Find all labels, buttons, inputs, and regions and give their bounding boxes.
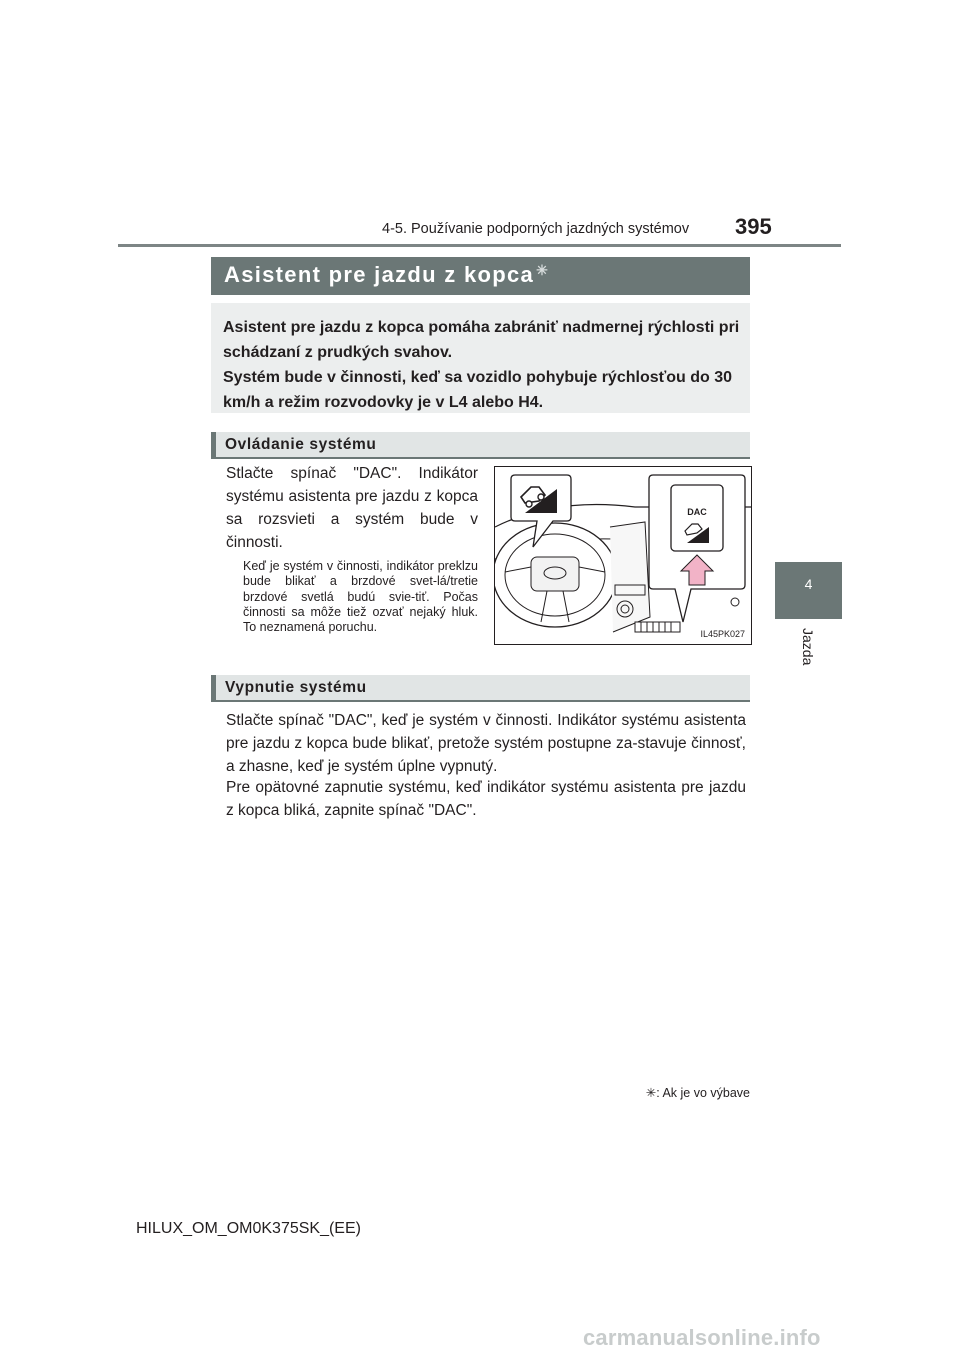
switch-row [635, 622, 680, 632]
intro-text [223, 315, 741, 415]
watermark: carmanualsonline.info [583, 1325, 821, 1350]
intro-line-2: Systém bude v činnosti, keď sa vozidlo pohybuje rýchlosťou do 30 km/h a režim rozvodovky je v L4 alebo H4. [223, 369, 733, 411]
chapter-label [780, 628, 840, 678]
intro-line-1: Asistent pre jazdu z kopca pomáha zabrániť nadmernej rýchlosti pri schádzaní z prudkých svahov. [223, 319, 740, 361]
page-title-bar [211, 257, 750, 295]
dashboard-drawing [495, 467, 751, 644]
dac-switch-callout [649, 475, 745, 622]
section1-body: Stlačte spínač "DAC". Indikátor systému asistenta pre jazdu z kopca sa rozsvieti a systém bude v činnosti. [226, 465, 478, 551]
header-section-title: 4-5. Používanie podporných jazdných systémov [382, 221, 690, 237]
manual-code: HILUX_OM_OM0K375SK_(EE) [136, 1220, 361, 1237]
intro-box [211, 303, 750, 413]
footnote-star-icon: ✳ [645, 1086, 657, 1100]
section2-paragraph-1: Stlačte spínač "DAC", keď je systém v činnosti. Indikátor systému asistenta pre jazdu z kopca bude blikať, pretože systém postupne za-stavuje činnosť, a zhasne, keď je systém úplne vypnutý. [226, 712, 746, 775]
section-heading-operation [211, 432, 750, 459]
section-heading-text: Vypnutie systému [225, 679, 367, 696]
page-number: 395 [735, 214, 772, 239]
dac-switch-illustration [494, 466, 752, 645]
section1-note: Keď je systém v činnosti, indikátor preklzu bude blikať a brzdové svet-lá/tretie brzdové svetlá budú svie-tiť. Počas činnosti sa môže tiež ozvať nejaký hluk. To neznamená poruchu. [243, 559, 478, 635]
page-title: Asistent pre jazdu z kopca ✳ [224, 262, 550, 287]
chapter-label-text: Jazda [800, 628, 816, 666]
chapter-tab-number: 4 [804, 576, 813, 592]
dac-label: DAC [687, 507, 707, 517]
section2-paragraph-2: Pre opätovné zapnutie systému, keď indikátor systému asistenta pre jazdu z kopca bliká, zapnite spínač "DAC". [226, 779, 746, 819]
footnote-text: : Ak je vo výbave [656, 1086, 750, 1100]
figure-code: IL45PK027 [700, 629, 745, 639]
section-heading-deactivation [211, 675, 750, 702]
section-heading-text: Ovládanie systému [225, 436, 377, 453]
optional-equipment-star-icon: ✳ [536, 262, 550, 278]
header-rule [118, 244, 841, 247]
footnote [596, 1085, 750, 1100]
steering-wheel-icon [495, 523, 617, 627]
